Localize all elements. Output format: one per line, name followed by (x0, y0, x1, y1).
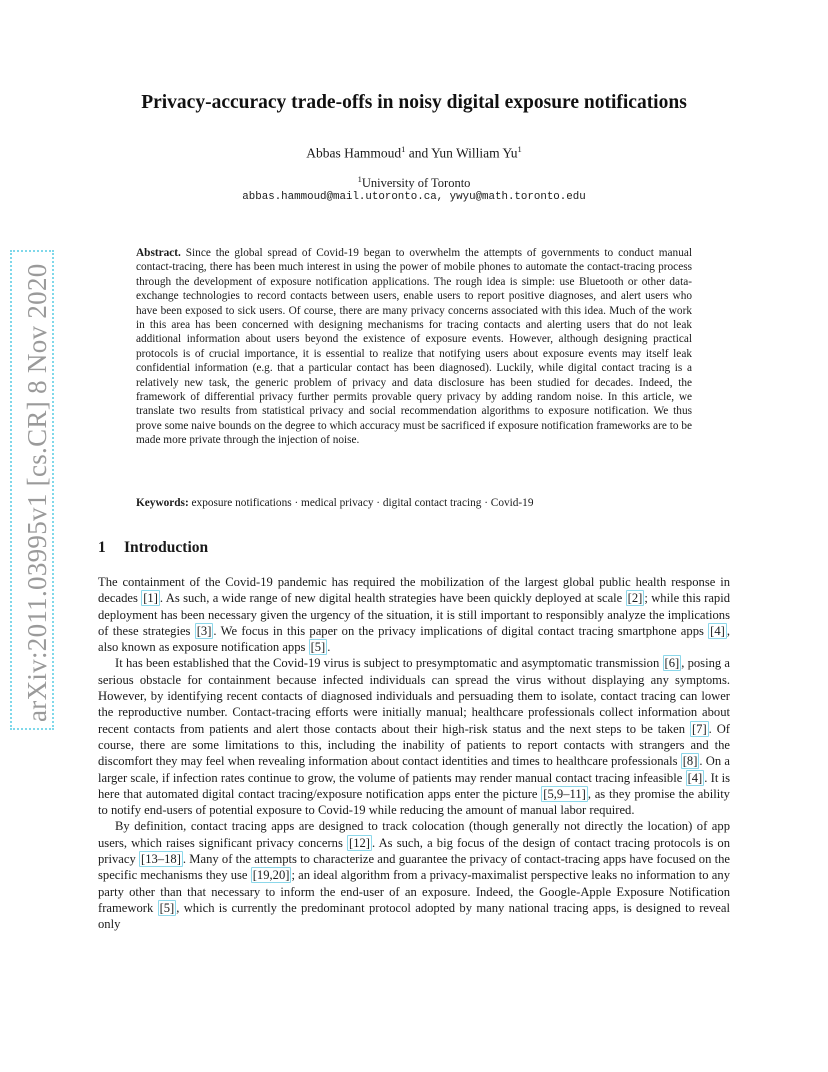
text-run: , posing a serious obstacle for containment because infected individuals can spread the virus without displaying any symptoms. However, by identifying recent contacts of diagnosed individuals and persuading them to isolate, contact tracing can lower the reproductive number. Contact-tracing efforts were initially manual; healthcare professionals collect information about recent contacts from patients and alert those contacts about their high-risk status and the next steps to be taken (98, 656, 731, 736)
citation-link[interactable]: [13–18] (141, 852, 181, 867)
keywords-label: Keywords: (136, 497, 189, 509)
author-name: Abbas Hammoud (306, 145, 402, 161)
affiliation-marker: 1 (517, 144, 522, 154)
text-run: , which is currently the predominant protocol adopted by many national tracing apps, is designed to reveal only (98, 900, 730, 932)
text-run: . As such, a big focus of the design of contact tracing protocols is on privacy (98, 835, 730, 867)
text-run: ; an ideal algorithm from a privacy-maximalist perspective leaks no information to any party other than that necessary to inform the end-user of an exposure. Indeed, the Google-Apple Exposure Notification framework (98, 868, 730, 915)
citation-link[interactable]: [4] (687, 770, 703, 785)
citation-link[interactable]: [3] (196, 623, 212, 638)
affiliation-marker: 1 (357, 174, 362, 184)
text-run: . We focus in this paper on the privacy implications of digital contact tracing smartphone apps (213, 623, 709, 638)
author-emails: abbas.hammoud@mail.utoronto.ca, ywyu@math.toronto.edu (242, 191, 586, 203)
text-run: By definition, contact tracing apps are designed to track colocation (though generally not directly the location) of app users, which raises significant privacy concerns (98, 819, 730, 850)
affiliation-name: University of Toronto (361, 176, 471, 191)
citation-link[interactable]: [5] (159, 900, 175, 915)
author-conjunction: and (405, 145, 432, 161)
text-run: . (327, 640, 331, 655)
arxiv-identifier[interactable]: arXiv:2011.03995v1 [cs.CR] 8 Nov 2020 (22, 263, 52, 722)
text-run: . Many of the attempts to characterize and guarantee the privacy of contact-tracing apps have focused on the specific mechanisms they use (98, 852, 730, 883)
paragraph (98, 818, 730, 932)
text-run: . Of course, there are some limitations to this, including the inability of patients to report contacts with strangers and the discomfort they may feel when revealing information about contact identities and times to healthcare professionals (98, 721, 730, 769)
abstract (136, 246, 692, 448)
citation-link[interactable]: [12] (349, 835, 370, 850)
citation-link[interactable]: [19,20] (252, 868, 290, 883)
author-list (0, 144, 828, 162)
text-run: , as they promise the ability to notify end-users of potential exposure to Covid-19 while reducing the amount of manual labor required. (98, 786, 730, 818)
text-run: , also known as exposure notification apps (98, 623, 731, 655)
citation-link[interactable]: [7] (691, 721, 707, 736)
text-run: It has been established that the Covid-19 virus is subject to presymptomatic and asymptomatic transmission (115, 656, 663, 671)
section-heading (98, 539, 208, 557)
paragraph (98, 655, 730, 818)
author-name: Yun William Yu (431, 145, 518, 161)
affiliation-marker: 1 (401, 144, 406, 154)
body-text (98, 574, 730, 933)
abstract-text: Since the global spread of Covid-19 began to overwhelm the attempts of governments to conduct manual contact-tracing, there has been much interest in using the power of mobile phones to automate the contact-tracing process through the development of exposure notification applications. The rough idea is simple: use Bluetooth or other data-exchange technologies to record contacts between users, enable users to report positive diagnoses, and alert users who have been exposed to sick users. Of course, there are many privacy concerns associated with this idea. Much of the work in this area has been concerned with designing mechanisms for tracing contacts and alerting users that do not leak additional information about users beyond the existence of exposure events. However, although designing practical protocols is of crucial importance, it is essential to realize that notifying users about exposure events may itself leak confidential information (e.g. that a particular contact has been diagnosed). Luckily, while digital contact tracing is a relatively new task, the generic problem of privacy and data disclosure has been studied for decades. Indeed, the framework of differential privacy further permits provable query privacy by adding random noise. In this article, we translate two results from statistical privacy and social recommendation algorithms to exposure notification. We thus prove some naive bounds on the degree to which accuracy must be sacrificed if exposure notification frameworks are to be made more private through the injection of noise. (136, 247, 692, 447)
abstract-label: Abstract. (136, 247, 181, 259)
keywords (136, 497, 692, 509)
text-run: The containment of the Covid-19 pandemic has required the mobilization of the largest global public health response in decades (98, 575, 730, 606)
citation-link[interactable]: [5,9–11] (543, 786, 586, 801)
text-run: . It is here that automated digital contact tracing/exposure notification apps enter the picture (98, 770, 730, 801)
text-run: . As such, a wide range of new digital health strategies have been quickly deployed at scale (159, 591, 626, 606)
keywords-text: exposure notifications · medical privacy · digital contact tracing · Covid-19 (188, 497, 534, 509)
section-number: 1 (98, 539, 106, 556)
paragraph (98, 574, 730, 655)
citation-link[interactable]: [4] (710, 623, 725, 638)
text-run: ; while this rapid deployment has been necessary given the urgency of the situation, it is still important to responsibly analyze the implications of these strategies (98, 591, 731, 638)
citation-link[interactable]: [5] (310, 640, 326, 655)
citation-link[interactable]: [8] (682, 754, 698, 769)
citation-link[interactable]: [1] (143, 591, 158, 606)
section-title: Introduction (124, 539, 209, 556)
citation-link[interactable]: [6] (664, 656, 680, 671)
citation-link[interactable]: [2] (627, 591, 643, 606)
text-run: . On a larger scale, if infection rates continue to grow, the volume of patients may render manual contact tracing infeasible (98, 754, 731, 785)
paper-title: Privacy-accuracy trade-offs in noisy digital exposure notifications (141, 92, 687, 113)
affiliation (0, 174, 828, 191)
